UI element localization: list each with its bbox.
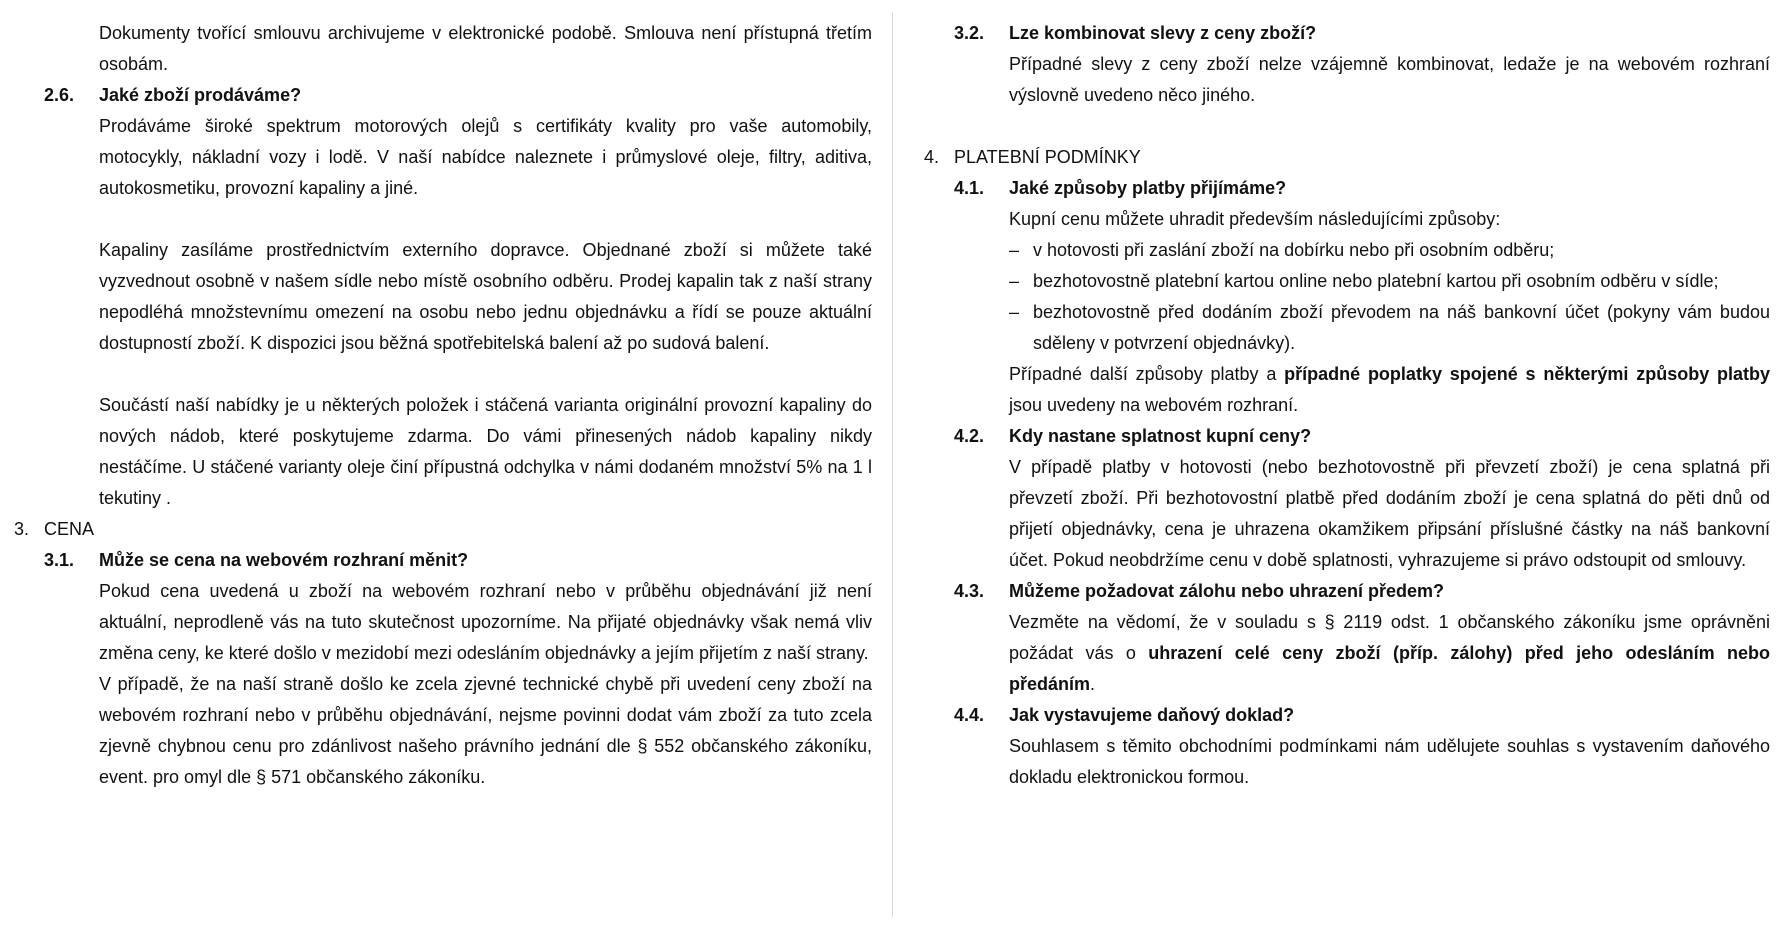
paragraph-text-end: .	[1090, 674, 1096, 694]
outro-text-end: jsou uvedeny na webovém rozhraní.	[1009, 395, 1299, 415]
section-title: CENA	[44, 519, 95, 539]
column-divider	[892, 12, 893, 917]
dash-bullet: –	[1009, 271, 1020, 291]
section-number: 3.	[14, 519, 30, 539]
section-2-6-paragraph-2: Kapaliny zasíláme prostřednictvím externího dopravce. Objednané zboží si můžete také vyzvednout osobně v našem sídle nebo místě osobního odběru. Prodej kapalin tak z naší strany nepodléhá množstevnímu omezení na osobu nebo jednu objednávku a řídí se pouze aktuální dostupností zboží. K dispozici jsou běžná spotřebitelská balení až po sudová balení.	[99, 240, 872, 353]
spacer	[924, 111, 1770, 142]
section-3-1-paragraph-2: V případě, že na naší straně došlo ke zcela zjevné technické chybě při uvedení ceny zboží na webovém rozhraní nebo v průběhu objednávání, nejsme povinni dodat vám zboží za tuto zcela zjevně chybnou cenu pro zdánlivost našeho právního jednání dle § 552 občanského zákoníku, event. pro omyl dle § 571 občanského zákoníku.	[99, 674, 872, 787]
payment-methods-list	[1009, 235, 1770, 359]
section-number: 3.2.	[954, 23, 985, 43]
section-2-6-paragraph-3: Součástí naší nabídky je u některých položek i stáčená varianta originální provozní kapaliny do nových nádob, které poskytujeme zdarma. Do vámi přinesených nádob kapaliny nikdy nestáčíme. U stáčené varianty oleje činí přípustná odchylka v námi dodaném množství 5% na 1 l tekutiny .	[99, 395, 872, 508]
section-4-4-heading	[954, 700, 1770, 731]
section-4-3-paragraph	[1009, 607, 1770, 700]
spacer	[14, 359, 872, 390]
section-4-2-heading	[954, 421, 1770, 452]
outro-text: Případné další způsoby platby a	[1009, 364, 1285, 384]
section-title: Lze kombinovat slevy z ceny zboží?	[1009, 23, 1317, 43]
list-item	[1009, 235, 1770, 266]
section-number: 4.4.	[954, 705, 985, 725]
section-2-6-heading	[44, 80, 872, 111]
list-item-text: bezhotovostně platební kartou online nebo platební kartou při osobním odběru v sídle;	[1033, 271, 1719, 291]
section-4-1-intro: Kupní cenu můžete uhradit především následujícími způsoby:	[1009, 209, 1501, 229]
section-3-1-paragraph-1: Pokud cena uvedená u zboží na webovém rozhraní nebo v průběhu objednávání již není aktuální, neprodleně vás na tuto skutečnost upozorníme. Na přijaté objednávky však nemá vliv změna ceny, ke které došlo v mezidobí mezi odesláním objednávky a jejím přijetím z naší strany.	[99, 581, 872, 663]
section-title: Můžeme požadovat zálohu nebo uhrazení předem?	[1009, 581, 1445, 601]
section-title: Kdy nastane splatnost kupní ceny?	[1009, 426, 1312, 446]
section-title: Může se cena na webovém rozhraní měnit?	[99, 550, 469, 570]
section-3-2-paragraph: Případné slevy z ceny zboží nelze vzájemně kombinovat, ledaže je na webovém rozhraní výslovně uvedeno něco jiného.	[1009, 54, 1770, 105]
section-4-3-heading	[954, 576, 1770, 607]
section-title: PLATEBNÍ PODMÍNKY	[954, 147, 1141, 167]
section-number: 4.3.	[954, 581, 985, 601]
section-number: 3.1.	[44, 550, 75, 570]
section-number: 4.2.	[954, 426, 985, 446]
list-item	[1009, 297, 1770, 359]
section-4-heading	[924, 142, 1770, 173]
section-4-1-outro	[1009, 359, 1770, 421]
section-4-4-paragraph: Souhlasem s těmito obchodními podmínkami nám udělujete souhlas s vystavením daňového dokladu elektronickou formou.	[1009, 736, 1770, 787]
right-column	[924, 18, 1770, 793]
section-4-1-heading	[954, 173, 1770, 204]
section-number: 2.6.	[44, 85, 75, 105]
section-3-1-heading	[44, 545, 872, 576]
section-title: Jaké způsoby platby přijímáme?	[1009, 178, 1287, 198]
section-3-2-heading	[954, 18, 1770, 49]
paragraph-bold-text: uhrazení celé ceny zboží (příp. zálohy) před jeho odesláním nebo předáním	[1009, 643, 1770, 694]
outro-bold-text: případné poplatky spojené s některými způsoby platby	[1284, 364, 1771, 384]
spacer	[14, 204, 872, 235]
left-column	[14, 18, 872, 793]
paragraph-text: Vezměte na vědomí, že v souladu s § 2119 odst. 1 občanského zákoníku jsme oprávněni požádat vás o	[1009, 612, 1770, 663]
list-item-text: bezhotovostně před dodáním zboží převodem na náš bankovní účet (pokyny vám budou sděleny v potvrzení objednávky).	[1033, 302, 1770, 353]
dash-bullet: –	[1009, 240, 1020, 260]
intro-paragraph: Dokumenty tvořící smlouvu archivujeme v elektronické podobě. Smlouva není přístupná třetím osobám.	[99, 23, 872, 74]
section-title: Jak vystavujeme daňový doklad?	[1009, 705, 1295, 725]
section-4-2-paragraph: V případě platby v hotovosti (nebo bezhotovostně při převzetí zboží) je cena splatná při převzetí zboží. Při bezhotovostní platbě před dodáním zboží je cena splatná do pěti dnů od přijetí objednávky, cena je uhrazena okamžikem připsání příslušné částky na náš bankovní účet. Pokud neobdržíme cenu v době splatnosti, vyhrazujeme si právo odstoupit od smlouvy.	[1009, 457, 1770, 570]
section-2-6-paragraph-1: Prodáváme široké spektrum motorových olejů s certifikáty kvality pro vaše automobily, motocykly, nákladní vozy i lodě. V naší nabídce naleznete i průmyslové oleje, filtry, aditiva, autokosmetiku, provozní kapaliny a jiné.	[99, 116, 872, 198]
list-item-text: v hotovosti při zaslání zboží na dobírku nebo při osobním odběru;	[1033, 240, 1555, 260]
section-3-heading	[14, 514, 872, 545]
section-title: Jaké zboží prodáváme?	[99, 85, 302, 105]
list-item	[1009, 266, 1770, 297]
dash-bullet: –	[1009, 302, 1020, 322]
section-number: 4.	[924, 147, 940, 167]
section-number: 4.1.	[954, 178, 985, 198]
